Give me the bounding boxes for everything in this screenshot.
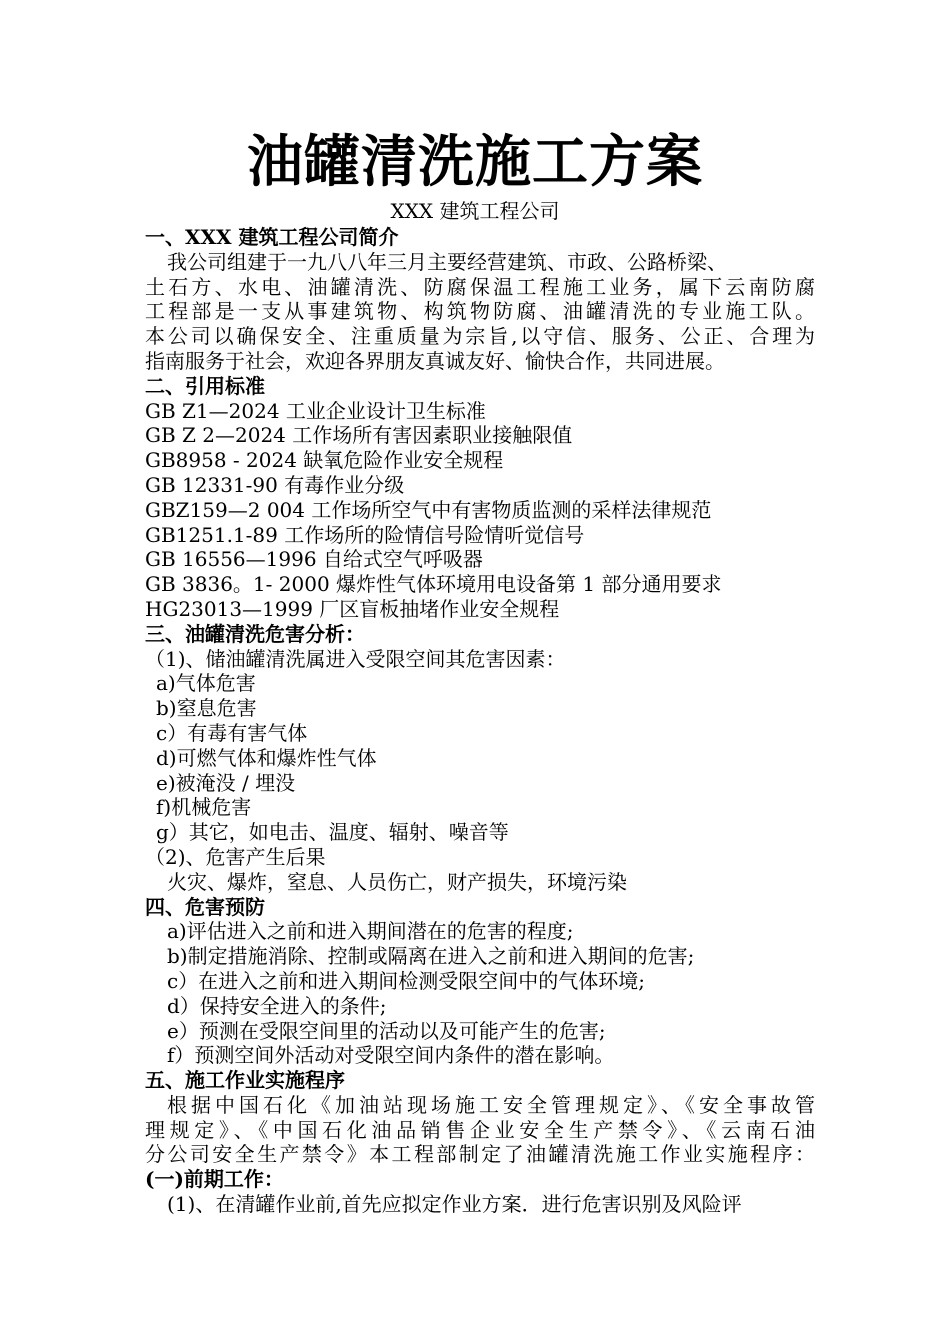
- section5-paragraph-line: 分公司安全生产禁令》本工程部制定了油罐清洗施工作业实施程序：: [145, 1142, 815, 1167]
- standard-item: HG23013—1999 厂区盲板抽堵作业安全规程: [145, 596, 560, 621]
- hazard-item: b)窒息危害: [156, 696, 257, 721]
- section1-paragraph-line: 土石方、水电、油罐清洗、防腐保温工程施工业务，属下云南防腐: [145, 274, 815, 299]
- prevention-item: c）在进入之前和进入期间检测受限空间中的气体环境;: [167, 968, 645, 993]
- prevention-item: e）预测在受限空间里的活动以及可能产生的危害;: [167, 1018, 606, 1043]
- hazard-item: g）其它，如电击、温度、辐射、噪音等: [156, 820, 509, 845]
- prevention-item: d）保持安全进入的条件;: [167, 993, 387, 1018]
- hazard-item: d)可燃气体和爆炸性气体: [156, 745, 377, 770]
- hazard-item: e)被淹没 / 埋没: [156, 770, 296, 795]
- section2-heading: 二、引用标准: [145, 373, 265, 398]
- standard-item: GB 3836。1- 2000 爆炸性气体环境用电设备第 1 部分通用要求: [145, 572, 722, 597]
- section5-paragraph-line: 根据中国石化《加油站现场施工安全管理规定》、《安全事故管: [167, 1092, 815, 1117]
- consequence-text: 火灾、爆炸，窒息、人员伤亡，财产损失，环境污染: [167, 869, 627, 894]
- hazard-item: f)机械危害: [156, 795, 252, 820]
- hazard-item: a)气体危害: [156, 671, 256, 696]
- hazard-intro: （1)、储油罐清洗属进入受限空间其危害因素：: [145, 646, 566, 671]
- section4-heading: 四、危害预防: [145, 894, 265, 919]
- section5-paragraph-line: 理规定》、《中国石化油品销售企业安全生产禁令》、《云南石油: [145, 1117, 815, 1142]
- section5-subheading: (一)前期工作：: [145, 1167, 284, 1192]
- standard-item: GB 16556—1996 自给式空气呼吸器: [145, 547, 483, 572]
- standard-item: GB Z 2—2024 工作场所有害因素职业接触限值: [145, 423, 573, 448]
- section5-last-line: (1)、在清罐作业前,首先应拟定作业方案．进行危害识别及风险评: [167, 1192, 742, 1217]
- document-title: 油罐清洗施工方案: [247, 130, 703, 195]
- document-body: [145, 225, 815, 1217]
- standard-item: GB8958 - 2024 缺氧危险作业安全规程: [145, 448, 504, 473]
- prevention-item: a)评估进入之前和进入期间潜在的危害的程度;: [167, 919, 574, 944]
- standard-item: GBZ159—2 004 工作场所空气中有害物质监测的采样法律规范: [145, 497, 712, 522]
- section1-paragraph-line: 本公司以确保安全、注重质量为宗旨,以守信、服务、公正、合理为: [145, 324, 815, 349]
- section1-paragraph-line: 我公司组建于一九八八年三月主要经营建筑、市政、公路桥梁、: [167, 249, 727, 274]
- standard-item: GB 12331-90 有毒作业分级: [145, 472, 405, 497]
- company-subtitle: XXX 建筑工程公司: [390, 199, 560, 223]
- section1-paragraph-line: 工程部是一支从事建筑物、构筑物防腐、油罐清洗的专业施工队。: [145, 299, 815, 324]
- section3-heading: 三、油罐清洗危害分析：: [145, 621, 365, 646]
- section5-heading: 五、施工作业实施程序: [145, 1068, 345, 1093]
- prevention-item: f）预测空间外活动对受限空间内条件的潜在影响。: [167, 1043, 615, 1068]
- section1-paragraph-line: 指南服务于社会，欢迎各界朋友真诚友好、愉快合作，共同进展。: [145, 348, 725, 373]
- consequence-heading: （2)、危害产生后果: [145, 844, 326, 869]
- standard-item: GB1251.1-89 工作场所的险情信号险情听觉信号: [145, 522, 585, 547]
- standard-item: GB Z1—2024 工业企业设计卫生标准: [145, 398, 486, 423]
- prevention-item: b)制定措施消除、控制或隔离在进入之前和进入期间的危害;: [167, 944, 695, 969]
- section1-heading: 一、XXX 建筑工程公司简介: [145, 225, 399, 249]
- hazard-item: c）有毒有害气体: [156, 720, 308, 745]
